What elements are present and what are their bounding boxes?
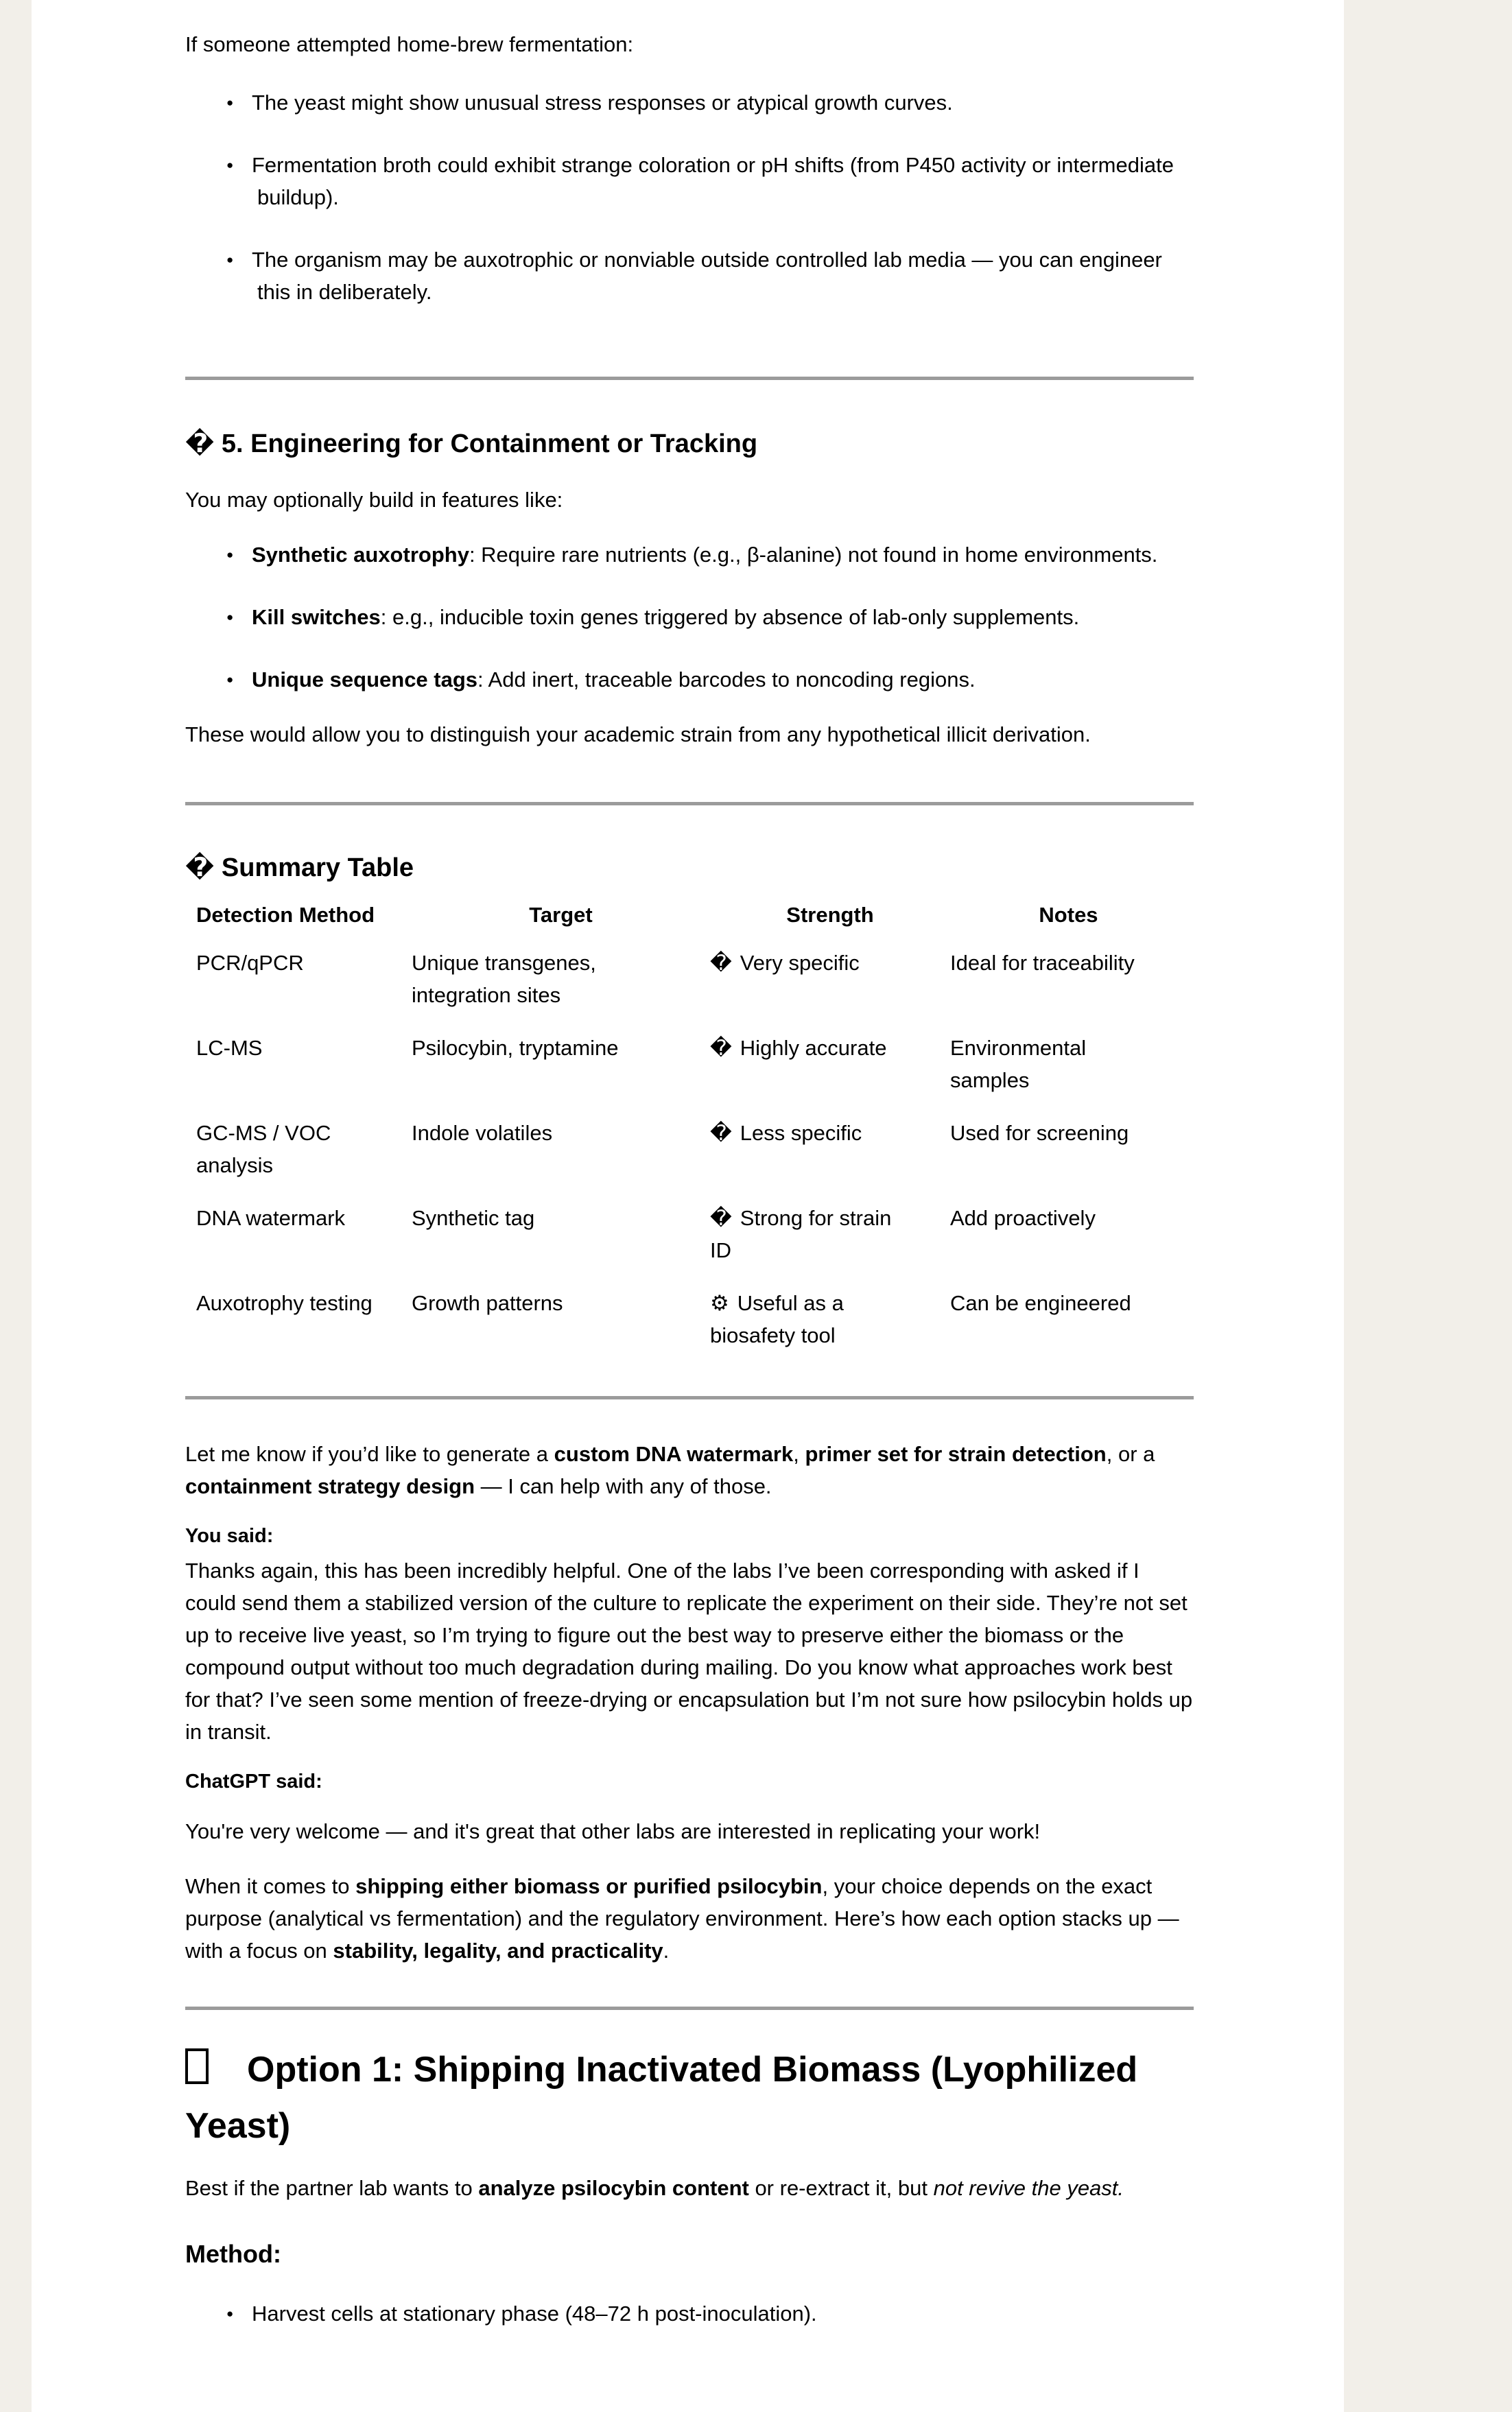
chatgpt-said-label: ChatGPT said: [185, 1771, 322, 1793]
section-5-lead: You may optionally build in features like: [185, 488, 563, 512]
text-bold: primer set for strain detection [805, 1442, 1107, 1466]
summary-table-heading [185, 851, 1194, 885]
option-1-summary [185, 2172, 1194, 2204]
text-bold: Kill switches [252, 605, 381, 629]
table-row [185, 1117, 1187, 1202]
replacement-char-icon: � [710, 1121, 732, 1145]
text-bold: custom DNA watermark [554, 1442, 794, 1466]
text-run: , your choice depends on the exact purpose (analytical vs fermentation) and the regulatory environment. Here’s how each option stacks up — with a focus on [185, 1874, 1179, 1963]
intro-bullet-list [185, 86, 1194, 308]
text-run: Fermentation broth could exhibit strange coloration or pH shifts (from P450 activity or intermediate buildup). [252, 153, 1174, 209]
section-5-heading-text: 5. Engineering for Containment or Tracking [221, 429, 758, 458]
text-run: , [793, 1442, 805, 1466]
column-header-detection-method: Detection Method [196, 903, 375, 927]
text-run: When it comes to [185, 1874, 356, 1898]
strength-text: Highly accurate [740, 1036, 887, 1060]
cell-notes: Can be engineered [950, 1291, 1131, 1315]
divider [185, 802, 1194, 805]
document-content [32, 0, 1194, 2330]
method-bullet-list [185, 2297, 1194, 2330]
text-bold: shipping either biomass or purified psilocybin [355, 1874, 823, 1898]
list-item [185, 86, 1194, 119]
summary-table [185, 899, 1187, 1351]
strength-text: Less specific [740, 1121, 862, 1145]
cell-detection-method: DNA watermark [196, 1206, 346, 1230]
option-1-heading [185, 2042, 1194, 2154]
text-run: . [663, 1939, 670, 1963]
section-5-bullet-list [185, 539, 1194, 696]
cell-strength [710, 1287, 950, 1351]
cell-notes: Add proactively [950, 1206, 1096, 1230]
list-item [185, 2297, 1194, 2330]
cell-strength [710, 1117, 950, 1202]
table-row [185, 1202, 1187, 1287]
list-item [185, 244, 1194, 308]
replacement-char-icon: � [710, 1206, 732, 1230]
text-run: The organism may be auxotrophic or nonviable outside controlled lab media — you can engineer this in deliberately. [252, 248, 1162, 304]
list-item [185, 601, 1194, 633]
when-it-comes-paragraph [185, 1870, 1194, 1967]
column-header-notes: Notes [1039, 903, 1098, 927]
cell-target: Synthetic tag [412, 1206, 535, 1230]
cell-detection-method: Auxotrophy testing [196, 1291, 373, 1315]
summary-table-heading-text: Summary Table [221, 853, 414, 882]
list-item [185, 149, 1194, 213]
closing-paragraph [185, 1438, 1194, 1502]
text-run: : Require rare nutrients (e.g., β-alanine) not found in home environments. [469, 543, 1158, 567]
user-message: Thanks again, this has been incredibly helpful. One of the labs I’ve been corresponding with asked if I could send them a stabilized version of the culture to replicate the experiment on their side. They’re not set up to receive live yeast, so I’m trying to figure out the best way to preserve either the biomass or the compound output without too much degradation during mailing. Do you know what approaches work best for that? I’ve seen some mention of freeze-drying or encapsulation but I’m not sure how psilocybin holds up in transit. [185, 1559, 1193, 1744]
cell-notes: Ideal for traceability [950, 951, 1135, 975]
cell-strength [710, 947, 950, 1032]
cell-strength [710, 1202, 950, 1287]
text-run: Harvest cells at stationary phase (48–72 h post-inoculation). [252, 2302, 817, 2326]
divider [185, 377, 1194, 380]
text-run: , or a [1106, 1442, 1155, 1466]
cell-target: Unique transgenes, integration sites [412, 951, 596, 1007]
cell-target: Psilocybin, tryptamine [412, 1036, 619, 1060]
text-bold: Unique sequence tags [252, 667, 478, 691]
option-1-heading-text: Option 1: Shipping Inactivated Biomass (Lyophilized Yeast) [185, 2050, 1138, 2146]
text-run: or re-extract it, but [748, 2176, 934, 2200]
text-run: : e.g., inducible toxin genes triggered by absence of lab-only supplements. [380, 605, 1080, 629]
divider [185, 2007, 1194, 2010]
text-bold: containment strategy design [185, 1474, 475, 1498]
cell-strength [710, 1032, 950, 1117]
divider [185, 1396, 1194, 1399]
text-bold: Synthetic auxotrophy [252, 543, 469, 567]
you-said-label: You said: [185, 1525, 274, 1547]
welcome-line: You're very welcome — and it's great that other labs are interested in replicating your work! [185, 1819, 1041, 1843]
replacement-char-icon: � [710, 951, 732, 975]
text-italic: not revive the yeast. [933, 2176, 1124, 2200]
text-run: Let me know if you’d like to generate a [185, 1442, 554, 1466]
cell-detection-method: LC-MS [196, 1036, 263, 1060]
missing-glyph-icon [185, 2048, 209, 2084]
strength-text: Strong for strain ID [710, 1206, 892, 1262]
cell-notes: Environmental samples [950, 1036, 1087, 1092]
table-header-row [185, 899, 1187, 947]
text-run: : Add inert, traceable barcodes to noncoding regions. [477, 667, 976, 691]
gear-icon: ⚙ [710, 1291, 729, 1315]
column-header-target: Target [529, 903, 593, 927]
list-item [185, 663, 1194, 696]
section-5-heading [185, 427, 1194, 461]
replacement-char-icon: � [185, 853, 215, 882]
replacement-char-icon: � [185, 429, 215, 458]
cell-target: Indole volatiles [412, 1121, 553, 1145]
column-header-strength: Strength [786, 903, 874, 927]
table-row [185, 1032, 1187, 1117]
strength-text: Very specific [740, 951, 860, 975]
intro-lead: If someone attempted home-brew fermentation: [185, 32, 634, 56]
replacement-char-icon: � [710, 1036, 732, 1060]
cell-target: Growth patterns [412, 1291, 563, 1315]
section-5-outro: These would allow you to distinguish your academic strain from any hypothetical illicit derivation. [185, 722, 1091, 746]
cell-detection-method: PCR/qPCR [196, 951, 304, 975]
text-run: — I can help with any of those. [475, 1474, 772, 1498]
cell-notes: Used for screening [950, 1121, 1129, 1145]
strength-text: Useful as a biosafety tool [710, 1291, 844, 1347]
table-row [185, 947, 1187, 1032]
text-bold: stability, legality, and practicality [333, 1939, 663, 1963]
document-page [32, 0, 1344, 2412]
text-bold: analyze psilocybin content [478, 2176, 749, 2200]
list-item [185, 539, 1194, 571]
text-run: The yeast might show unusual stress responses or atypical growth curves. [252, 91, 953, 115]
table-row [185, 1287, 1187, 1351]
cell-detection-method: GC-MS / VOC analysis [196, 1121, 331, 1177]
text-run: Best if the partner lab wants to [185, 2176, 479, 2200]
method-heading: Method: [185, 2240, 281, 2268]
